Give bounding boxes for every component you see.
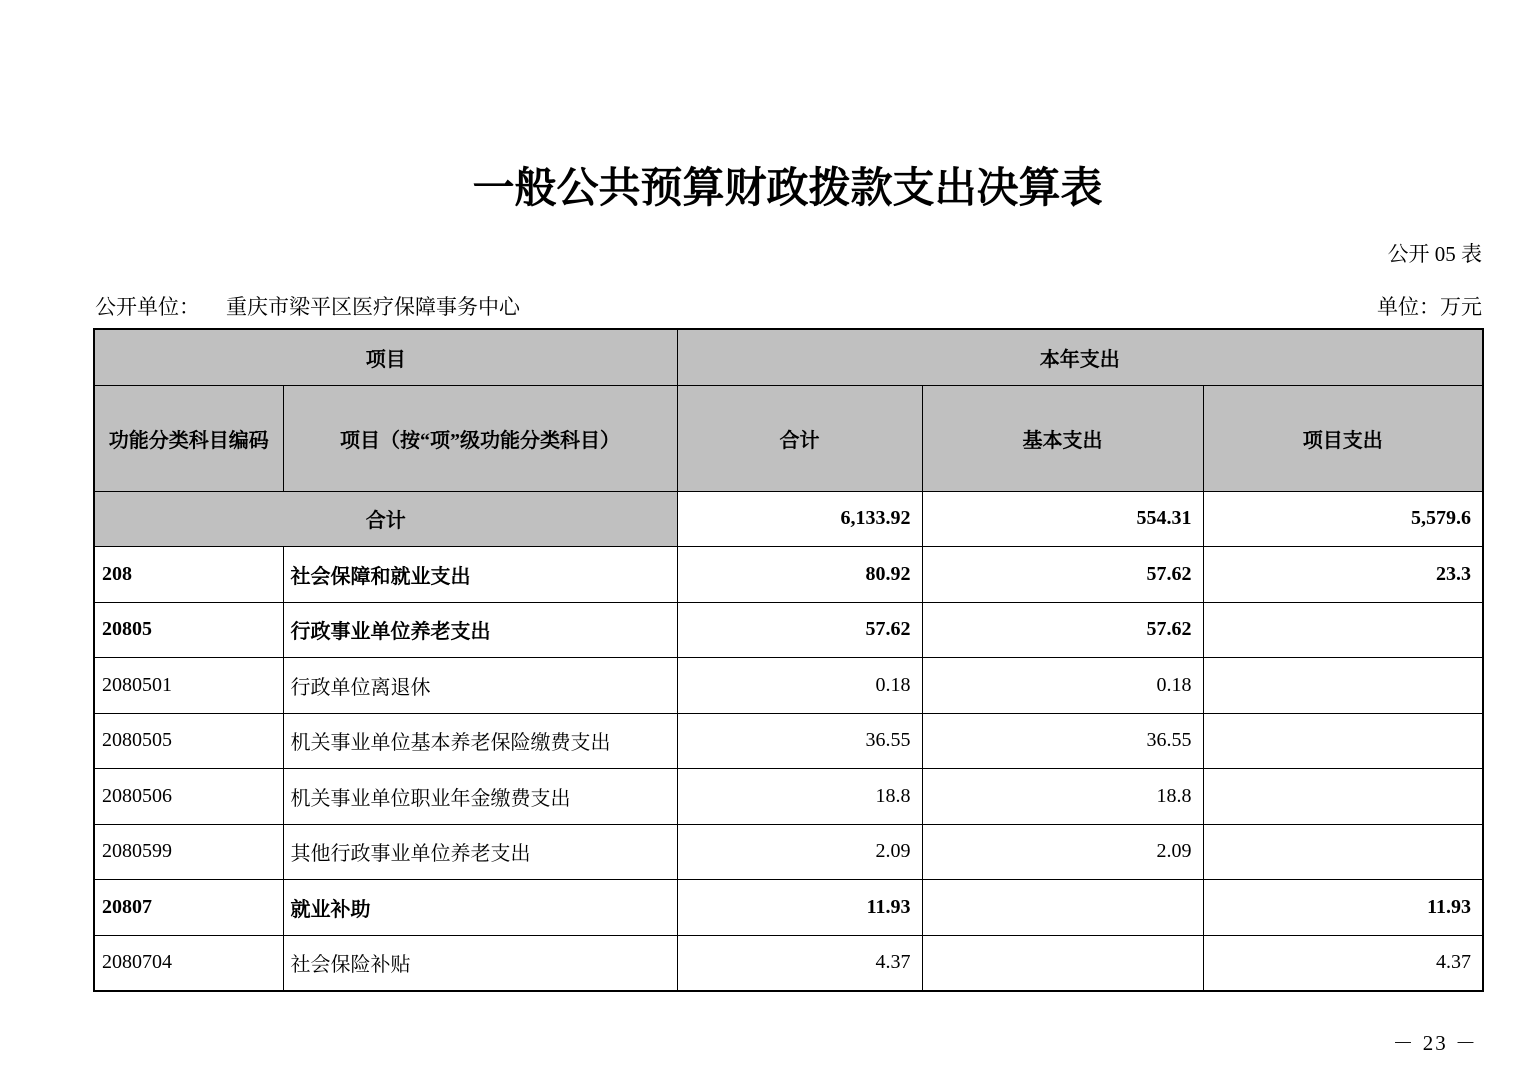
table-row bbox=[94, 880, 1483, 936]
row-project-value bbox=[1203, 824, 1483, 880]
table-header-row bbox=[94, 385, 1483, 491]
row-total-value: 18.8 bbox=[677, 769, 922, 825]
row-total-value: 36.55 bbox=[677, 713, 922, 769]
currency-unit-label: 单位：万元 bbox=[1377, 295, 1482, 319]
row-total-value: 0.18 bbox=[677, 658, 922, 714]
col-header-basic-expense: 基本支出 bbox=[922, 385, 1203, 491]
row-total-value: 11.93 bbox=[677, 880, 922, 936]
table-row bbox=[94, 713, 1483, 769]
row-item-name: 行政单位离退休 bbox=[283, 658, 677, 714]
row-basic-value: 57.62 bbox=[922, 602, 1203, 658]
table-row bbox=[94, 602, 1483, 658]
form-code-label: 公开 05 表 bbox=[1387, 242, 1482, 266]
row-project-value bbox=[1203, 658, 1483, 714]
row-basic-value bbox=[922, 935, 1203, 991]
table-row bbox=[94, 491, 1483, 547]
page-title: 一般公共预算财政拨款支出决算表 bbox=[472, 166, 1103, 212]
row-item-name: 行政事业单位养老支出 bbox=[283, 602, 677, 658]
row-item-name: 就业补助 bbox=[283, 880, 677, 936]
table-body bbox=[94, 491, 1483, 991]
budget-table bbox=[93, 328, 1484, 992]
col-header-function-code: 功能分类科目编码 bbox=[94, 385, 283, 491]
row-project-value: 11.93 bbox=[1203, 880, 1483, 936]
col-header-project-group: 项目 bbox=[94, 329, 677, 385]
row-total-value: 6,133.92 bbox=[677, 491, 922, 547]
page-number: － 23 － bbox=[1392, 1031, 1478, 1055]
row-project-value: 4.37 bbox=[1203, 935, 1483, 991]
row-project-value: 5,579.6 bbox=[1203, 491, 1483, 547]
col-header-year-expense-group: 本年支出 bbox=[677, 329, 1483, 385]
row-function-code: 2080599 bbox=[94, 824, 283, 880]
row-basic-value: 18.8 bbox=[922, 769, 1203, 825]
row-total-label: 合计 bbox=[94, 491, 677, 547]
row-project-value: 23.3 bbox=[1203, 547, 1483, 603]
col-header-project-expense: 项目支出 bbox=[1203, 385, 1483, 491]
table-header-group-row bbox=[94, 329, 1483, 385]
row-project-value bbox=[1203, 713, 1483, 769]
row-basic-value: 0.18 bbox=[922, 658, 1203, 714]
row-function-code: 2080505 bbox=[94, 713, 283, 769]
row-function-code: 20807 bbox=[94, 880, 283, 936]
table-row bbox=[94, 824, 1483, 880]
row-function-code: 208 bbox=[94, 547, 283, 603]
row-basic-value bbox=[922, 880, 1203, 936]
row-project-value bbox=[1203, 602, 1483, 658]
row-function-code: 2080704 bbox=[94, 935, 283, 991]
row-basic-value: 554.31 bbox=[922, 491, 1203, 547]
row-item-name: 其他行政事业单位养老支出 bbox=[283, 824, 677, 880]
row-total-value: 4.37 bbox=[677, 935, 922, 991]
row-item-name: 机关事业单位职业年金缴费支出 bbox=[283, 769, 677, 825]
table-row bbox=[94, 658, 1483, 714]
row-total-value: 80.92 bbox=[677, 547, 922, 603]
table-row bbox=[94, 935, 1483, 991]
col-header-total: 合计 bbox=[677, 385, 922, 491]
table-row bbox=[94, 769, 1483, 825]
row-total-value: 57.62 bbox=[677, 602, 922, 658]
publishing-unit-name: 重庆市梁平区医疗保障事务中心 bbox=[226, 295, 520, 319]
row-project-value bbox=[1203, 769, 1483, 825]
row-function-code: 2080506 bbox=[94, 769, 283, 825]
publishing-unit-label: 公开单位： bbox=[95, 295, 200, 319]
col-header-item-name: 项目（按“项”级功能分类科目） bbox=[283, 385, 677, 491]
row-item-name: 机关事业单位基本养老保险缴费支出 bbox=[283, 713, 677, 769]
row-item-name: 社会保障和就业支出 bbox=[283, 547, 677, 603]
row-basic-value: 57.62 bbox=[922, 547, 1203, 603]
row-basic-value: 36.55 bbox=[922, 713, 1203, 769]
row-function-code: 20805 bbox=[94, 602, 283, 658]
row-item-name: 社会保险补贴 bbox=[283, 935, 677, 991]
row-total-value: 2.09 bbox=[677, 824, 922, 880]
row-basic-value: 2.09 bbox=[922, 824, 1203, 880]
row-function-code: 2080501 bbox=[94, 658, 283, 714]
table-row bbox=[94, 547, 1483, 603]
